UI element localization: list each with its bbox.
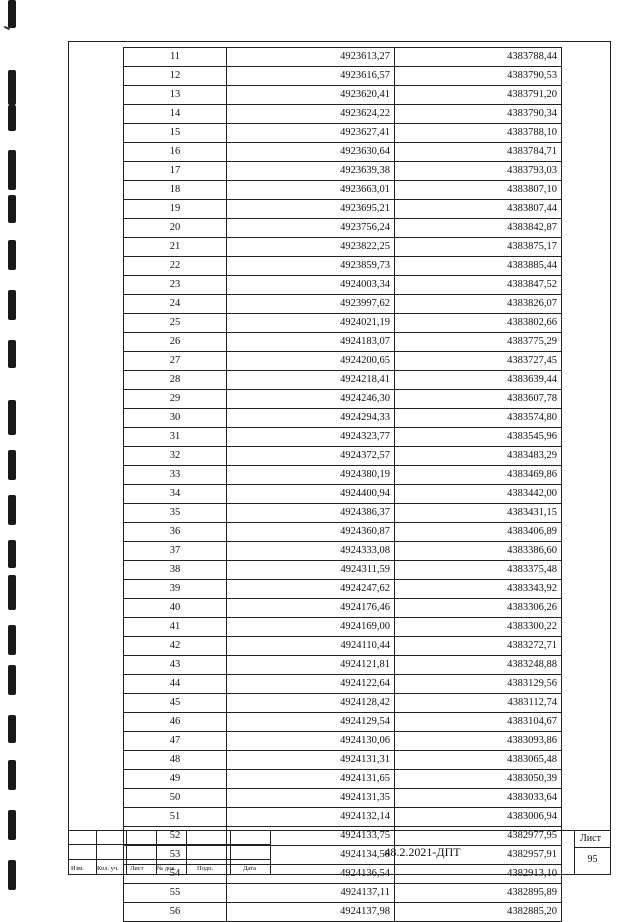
binding-hole [8, 105, 16, 131]
table-row [124, 276, 562, 295]
coordinate-x: 4924137,11 [227, 884, 395, 903]
point-number: 26 [124, 333, 227, 352]
point-number: 48 [124, 751, 227, 770]
coordinate-y: 4383790,34 [395, 105, 562, 124]
binding-hole [8, 575, 16, 610]
point-number: 38 [124, 561, 227, 580]
coordinate-x: 4924021,19 [227, 314, 395, 333]
coordinate-x: 4924246,30 [227, 390, 395, 409]
point-number: 12 [124, 67, 227, 86]
binding-hole [8, 810, 16, 840]
coordinate-y: 4382957,91 [395, 846, 562, 865]
table-row [124, 694, 562, 713]
table-row [124, 352, 562, 371]
binding-hole [8, 625, 16, 655]
point-number: 15 [124, 124, 227, 143]
stamp-cell [68, 844, 97, 860]
stamp-cell [96, 844, 127, 860]
coordinate-x: 4924131,65 [227, 770, 395, 789]
coordinate-y: 4383442,00 [395, 485, 562, 504]
coordinate-y: 4383574,80 [395, 409, 562, 428]
coordinate-x: 4924130,06 [227, 732, 395, 751]
coordinate-y: 4383431,15 [395, 504, 562, 523]
coordinate-y: 4382885,20 [395, 903, 562, 922]
table-row [124, 447, 562, 466]
coordinate-x: 4924133,75 [227, 827, 395, 846]
coordinate-x: 4923639,38 [227, 162, 395, 181]
binding-holes [0, 0, 24, 905]
coordinate-y: 4383842,87 [395, 219, 562, 238]
table-row [124, 200, 562, 219]
binding-hole [8, 715, 16, 743]
coordinate-x: 4923624,22 [227, 105, 395, 124]
coordinate-y: 4383406,89 [395, 523, 562, 542]
table-row [124, 238, 562, 257]
table-row [124, 903, 562, 922]
coordinate-x: 4923630,64 [227, 143, 395, 162]
point-number: 37 [124, 542, 227, 561]
table-row [124, 257, 562, 276]
coordinate-x: 4924132,14 [227, 808, 395, 827]
table-row [124, 789, 562, 808]
table-row [124, 485, 562, 504]
table-row [124, 466, 562, 485]
coordinate-x: 4924380,19 [227, 466, 395, 485]
table-row [124, 732, 562, 751]
coordinate-y: 4383802,66 [395, 314, 562, 333]
stamp-label-sign: Подп. [197, 865, 214, 872]
binding-hole [8, 760, 16, 790]
coordinate-x: 4923756,24 [227, 219, 395, 238]
coordinate-x: 4924400,94 [227, 485, 395, 504]
coordinate-y: 4383788,44 [395, 48, 562, 67]
point-number: 24 [124, 295, 227, 314]
coordinate-y: 4383775,29 [395, 333, 562, 352]
stamp-cell [68, 830, 97, 845]
point-number: 29 [124, 390, 227, 409]
table-row [124, 48, 562, 67]
coordinate-x: 4924131,35 [227, 789, 395, 808]
coordinates-table [123, 47, 562, 922]
coordinate-y: 4383885,44 [395, 257, 562, 276]
coordinate-x: 4924131,31 [227, 751, 395, 770]
coordinate-y: 4383093,86 [395, 732, 562, 751]
stamp-cell [230, 844, 271, 860]
table-row [124, 618, 562, 637]
stamp-cell [96, 830, 127, 845]
stamp-label-change: Изм. [71, 865, 84, 872]
table-row [124, 523, 562, 542]
binding-hole [8, 0, 16, 28]
coordinate-y: 4383607,78 [395, 390, 562, 409]
point-number: 36 [124, 523, 227, 542]
table-row [124, 162, 562, 181]
sheet-label: Лист [580, 833, 601, 844]
table-row [124, 371, 562, 390]
point-number: 19 [124, 200, 227, 219]
stamp-cell [186, 844, 231, 860]
table-row [124, 314, 562, 333]
point-number: 47 [124, 732, 227, 751]
stamp-cell [126, 844, 157, 860]
coordinate-y: 4383790,53 [395, 67, 562, 86]
coordinate-x: 4924176,46 [227, 599, 395, 618]
binding-hole [8, 860, 16, 890]
binding-hole [8, 70, 16, 105]
binding-hole [8, 340, 16, 368]
point-number: 18 [124, 181, 227, 200]
point-number: 43 [124, 656, 227, 675]
point-number: 45 [124, 694, 227, 713]
binding-hole [8, 240, 16, 270]
table-row [124, 143, 562, 162]
coordinate-y: 4383826,07 [395, 295, 562, 314]
document-code: 48.2.2021-ДПТ [384, 845, 461, 859]
coordinate-y: 4383300,22 [395, 618, 562, 637]
coordinate-y: 4383375,48 [395, 561, 562, 580]
point-number: 20 [124, 219, 227, 238]
stamp-label-sheet: Лист [130, 865, 144, 872]
table-row [124, 599, 562, 618]
binding-hole [8, 665, 16, 695]
coordinate-x: 4924169,00 [227, 618, 395, 637]
point-number: 25 [124, 314, 227, 333]
binding-hole [8, 400, 16, 435]
table-row [124, 219, 562, 238]
point-number: 33 [124, 466, 227, 485]
point-number: 46 [124, 713, 227, 732]
stamp-cell [126, 830, 157, 845]
table-row [124, 67, 562, 86]
coordinate-x: 4923620,41 [227, 86, 395, 105]
coordinate-x: 4924128,42 [227, 694, 395, 713]
point-number: 49 [124, 770, 227, 789]
coordinate-x: 4923613,27 [227, 48, 395, 67]
coordinate-x: 4924218,41 [227, 371, 395, 390]
coordinate-x: 4923859,73 [227, 257, 395, 276]
coordinate-y: 4383386,60 [395, 542, 562, 561]
title-block [68, 830, 611, 875]
coordinate-y: 4383306,26 [395, 599, 562, 618]
coordinate-y: 4383050,39 [395, 770, 562, 789]
binding-hole [8, 450, 16, 480]
coordinate-x: 4924372,57 [227, 447, 395, 466]
coordinate-x: 4923822,25 [227, 238, 395, 257]
coordinate-y: 4383343,92 [395, 580, 562, 599]
point-number: 16 [124, 143, 227, 162]
table-row [124, 656, 562, 675]
table-row [124, 428, 562, 447]
point-number: 52 [124, 827, 227, 846]
table-row [124, 409, 562, 428]
table-row [124, 580, 562, 599]
point-number: 31 [124, 428, 227, 447]
point-number: 53 [124, 846, 227, 865]
binding-hole [8, 495, 16, 525]
table-row [124, 390, 562, 409]
coordinate-y: 4383112,74 [395, 694, 562, 713]
binding-hole [8, 290, 16, 320]
point-number: 35 [124, 504, 227, 523]
coordinate-x: 4924129,54 [227, 713, 395, 732]
table-row [124, 561, 562, 580]
coordinate-y: 4383639,44 [395, 371, 562, 390]
point-number: 14 [124, 105, 227, 124]
table-row [124, 713, 562, 732]
table-row [124, 808, 562, 827]
coordinate-x: 4924386,37 [227, 504, 395, 523]
coordinate-x: 4923997,62 [227, 295, 395, 314]
coordinate-x: 4924247,62 [227, 580, 395, 599]
coordinate-x: 4923627,41 [227, 124, 395, 143]
coordinate-x: 4924323,77 [227, 428, 395, 447]
coordinate-x: 4924294,33 [227, 409, 395, 428]
sheet-number: 95 [587, 854, 598, 865]
stamp-label-count: Кол. уч. [97, 865, 119, 872]
binding-hole [8, 540, 16, 568]
coordinate-x: 4924121,81 [227, 656, 395, 675]
point-number: 44 [124, 675, 227, 694]
coordinate-x: 4924333,08 [227, 542, 395, 561]
point-number: 54 [124, 865, 227, 884]
coordinate-x: 4924003,34 [227, 276, 395, 295]
coordinate-x: 4923663,01 [227, 181, 395, 200]
table-row [124, 675, 562, 694]
coordinate-y: 4383272,71 [395, 637, 562, 656]
coordinate-y: 4382913,10 [395, 865, 562, 884]
point-number: 40 [124, 599, 227, 618]
point-number: 56 [124, 903, 227, 922]
table-row [124, 504, 562, 523]
point-number: 55 [124, 884, 227, 903]
table-row [124, 751, 562, 770]
coordinate-x: 4923695,21 [227, 200, 395, 219]
table-row [124, 124, 562, 143]
table-row [124, 295, 562, 314]
stamp-cell [186, 830, 231, 845]
stamp-label-doc: № док. [157, 865, 177, 872]
coordinate-y: 4383483,29 [395, 447, 562, 466]
coordinate-x: 4924311,59 [227, 561, 395, 580]
table-row [124, 884, 562, 903]
point-number: 17 [124, 162, 227, 181]
stamp-label-date: Дата [243, 865, 256, 872]
table-row [124, 86, 562, 105]
coordinate-y: 4383791,20 [395, 86, 562, 105]
coordinate-y: 4383104,67 [395, 713, 562, 732]
point-number: 28 [124, 371, 227, 390]
table-row [124, 105, 562, 124]
binding-hole [8, 195, 16, 223]
point-number: 34 [124, 485, 227, 504]
coordinate-y: 4383875,17 [395, 238, 562, 257]
coordinate-x: 4924122,64 [227, 675, 395, 694]
coordinate-y: 4383784,71 [395, 143, 562, 162]
point-number: 51 [124, 808, 227, 827]
coordinate-y: 4383847,52 [395, 276, 562, 295]
coordinate-y: 4383727,45 [395, 352, 562, 371]
point-number: 22 [124, 257, 227, 276]
coordinate-y: 4383807,10 [395, 181, 562, 200]
coordinate-y: 4383807,44 [395, 200, 562, 219]
coordinate-y: 4383248,88 [395, 656, 562, 675]
coordinate-y: 4382895,89 [395, 884, 562, 903]
coordinate-y: 4383129,56 [395, 675, 562, 694]
point-number: 30 [124, 409, 227, 428]
coordinate-y: 4382977,95 [395, 827, 562, 846]
coordinate-x: 4924110,44 [227, 637, 395, 656]
coordinate-x: 4924137,98 [227, 903, 395, 922]
coordinate-x: 4924360,87 [227, 523, 395, 542]
table-row [124, 181, 562, 200]
coordinate-y: 4383793,03 [395, 162, 562, 181]
coordinate-x: 4924136,54 [227, 865, 395, 884]
point-number: 39 [124, 580, 227, 599]
coordinate-y: 4383469,86 [395, 466, 562, 485]
coordinate-x: 4924183,07 [227, 333, 395, 352]
stamp-cell [156, 830, 187, 845]
point-number: 27 [124, 352, 227, 371]
coordinate-y: 4383788,10 [395, 124, 562, 143]
table-row [124, 333, 562, 352]
point-number: 50 [124, 789, 227, 808]
coordinate-y: 4383545,96 [395, 428, 562, 447]
stamp-cell [230, 830, 271, 845]
point-number: 11 [124, 48, 227, 67]
point-number: 21 [124, 238, 227, 257]
point-number: 23 [124, 276, 227, 295]
point-number: 13 [124, 86, 227, 105]
coordinate-x: 4923616,57 [227, 67, 395, 86]
point-number: 42 [124, 637, 227, 656]
table-row [124, 770, 562, 789]
binding-hole [8, 150, 16, 190]
coordinate-x: 4924134,58 [227, 846, 395, 865]
coordinate-y: 4383006,94 [395, 808, 562, 827]
coordinate-y: 4383033,64 [395, 789, 562, 808]
point-number: 41 [124, 618, 227, 637]
point-number: 32 [124, 447, 227, 466]
coordinate-x: 4924200,65 [227, 352, 395, 371]
coordinate-y: 4383065,48 [395, 751, 562, 770]
stamp-cell [156, 844, 187, 860]
table-row [124, 637, 562, 656]
table-row [124, 542, 562, 561]
